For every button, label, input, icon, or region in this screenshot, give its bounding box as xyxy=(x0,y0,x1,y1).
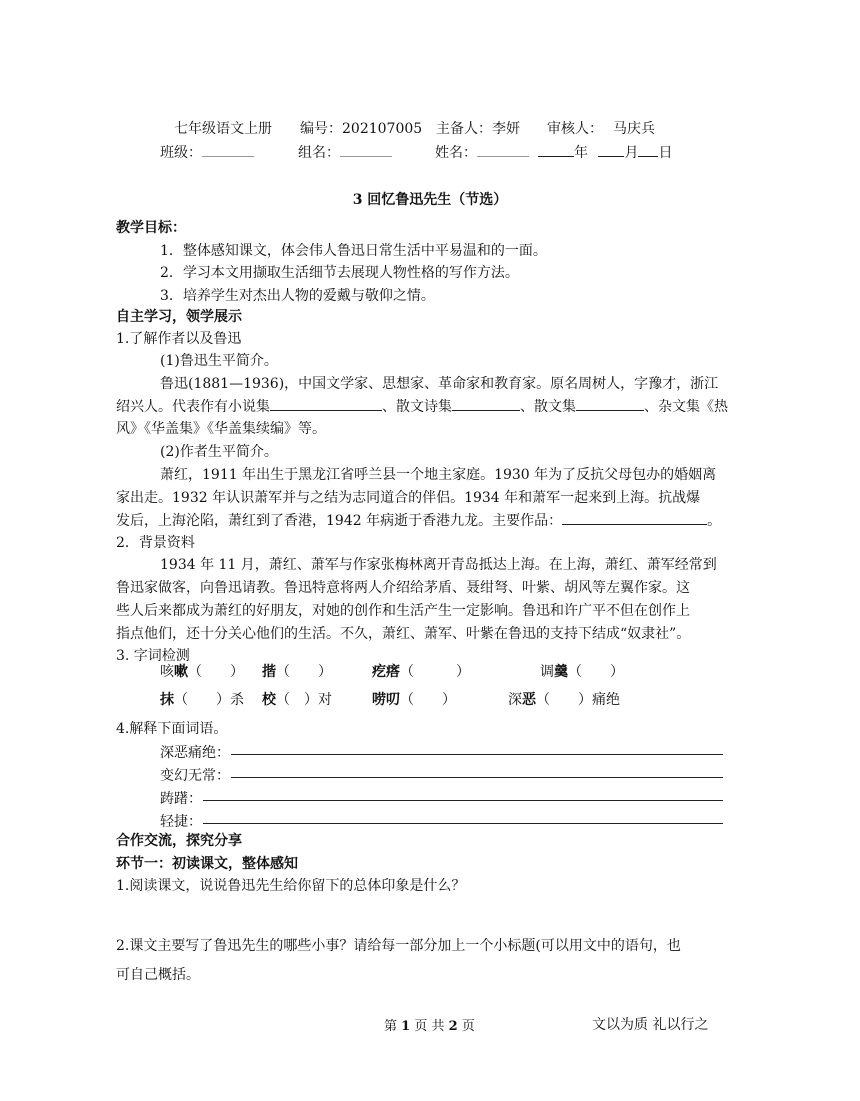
luxun-line: 风》《华盖集》《华盖集续编》等。 xyxy=(116,421,326,437)
luxun-line-blanks: 绍兴人。代表作有小说集 、散文诗集 、散文集 、杂文集《热 xyxy=(116,396,728,416)
author-line-blank: 发后，上海沦陷，萧红到了香港，1942 年病逝于香港九龙。主要作品： 。 xyxy=(116,510,721,530)
term-label: 轻捷： xyxy=(160,814,202,830)
word-item[interactable]: 咳嗽（ ） xyxy=(160,664,244,680)
section2-question: 可自己概括。 xyxy=(116,967,200,983)
header-reviewer: 马庆兵 xyxy=(613,121,655,137)
background-line: 些人后来都成为萧红的好朋友，对她的创作和生活产生一定影响。鲁迅和许广平不但在创作上 xyxy=(116,603,690,619)
page-number: 第 1 页 共 2 页 xyxy=(384,1019,475,1034)
header-reviewer-label: 审核人： xyxy=(547,121,603,137)
author-subheading: (2)作者生平简介。 xyxy=(160,444,278,460)
term-answer-line[interactable] xyxy=(203,823,723,824)
word-item[interactable]: 调羹（ ） xyxy=(540,664,624,680)
footer-motto: 文以为质 礼以行之 xyxy=(592,1017,709,1033)
objective-item: 2．学习本文用撷取生活细节去展现人物性格的写作方法。 xyxy=(160,265,519,281)
section2-question: 1.阅读课文，说说鲁迅先生给你留下的总体印象是什么？ xyxy=(116,878,466,894)
essay-blank[interactable] xyxy=(576,396,644,411)
class-blank[interactable] xyxy=(202,142,254,157)
term-label: 深恶痛绝： xyxy=(160,745,230,761)
word-item[interactable]: 抹（ ）杀 xyxy=(160,692,244,708)
word-item[interactable]: 唠叨（ ） xyxy=(372,692,456,708)
word-item[interactable]: 疙瘩（ ） xyxy=(372,664,470,680)
month-label: 月 xyxy=(624,145,639,161)
background-line: 1934 年 11 月，萧红、萧军与作家张梅林离开青岛抵达上海。在上海，萧红、萧军经常到 xyxy=(160,557,717,573)
step-heading: 环节一：初读课文，整体感知 xyxy=(116,856,298,872)
year-label: 年 xyxy=(574,145,588,161)
section2-heading: 合作交流，探究分享 xyxy=(116,833,242,849)
question-2: 2．背景资料 xyxy=(116,535,195,551)
luxun-subheading: (1)鲁迅生平简介。 xyxy=(160,353,278,369)
year-blank[interactable] xyxy=(538,142,574,157)
term-answer-line[interactable] xyxy=(231,777,723,778)
header-preparer: 主备人：李妍 xyxy=(436,121,520,137)
day-label: 日 xyxy=(658,145,673,161)
class-field[interactable] xyxy=(160,142,254,162)
term-label: 踌躇： xyxy=(160,791,202,807)
month-blank[interactable] xyxy=(598,142,624,157)
word-item[interactable]: 校（ ）对 xyxy=(262,692,332,708)
name-blank[interactable] xyxy=(477,142,529,157)
term-answer-line[interactable] xyxy=(231,754,723,755)
prose-poem-blank[interactable] xyxy=(452,396,520,411)
page-title: 3 回忆鲁迅先生（节选） xyxy=(352,192,508,208)
section2-question: 2.课文主要写了鲁迅先生的哪些小事？请给每一部分加上一个小标题(可以用文中的语句，也 xyxy=(116,938,681,954)
group-label: 组名： xyxy=(298,145,340,161)
date-field[interactable] xyxy=(538,142,672,162)
word-item[interactable]: 深恶（ ）痛绝 xyxy=(508,692,620,708)
header-book: 七年级语文上册 xyxy=(174,121,272,137)
background-line: 指点他们，还十分关心他们的生活。不久，萧红、萧军、叶紫在鲁迅的支持下结成“奴隶社”。 xyxy=(116,626,691,642)
header-code: 编号：202107005 xyxy=(300,121,423,137)
author-line: 家出走。1932 年认识萧军并与之结为志同道合的伴侣。1934 年和萧军一起来到上海。抗战爆 xyxy=(116,490,701,506)
term-label: 变幻无常： xyxy=(160,768,230,784)
question-1: 1.了解作者以及鲁迅 xyxy=(116,331,242,347)
day-blank[interactable] xyxy=(638,142,658,157)
group-field[interactable] xyxy=(298,142,392,162)
name-label: 姓名： xyxy=(435,145,477,161)
word-item[interactable]: 揩（ ） xyxy=(262,664,332,680)
group-blank[interactable] xyxy=(340,142,392,157)
section1-heading: 自主学习，领学展示 xyxy=(116,309,242,325)
novel-blank[interactable] xyxy=(270,396,382,411)
question-4: 4.解释下面词语。 xyxy=(116,721,228,737)
author-line: 萧红，1911 年出生于黑龙江省呼兰县一个地主家庭。1930 年为了反抗父母包办的婚姻离 xyxy=(160,467,717,483)
luxun-line: 鲁迅(1881—1936)，中国文学家、思想家、革命家和教育家。原名周树人，字豫才，浙江 xyxy=(160,376,719,392)
question-3: 3. 字词检测 xyxy=(116,648,190,664)
works-blank[interactable] xyxy=(562,510,707,525)
objectives-heading: 教学目标： xyxy=(116,220,186,236)
objective-item: 3．培养学生对杰出人物的爱戴与敬仰之情。 xyxy=(160,288,435,304)
name-field[interactable] xyxy=(435,142,529,162)
term-answer-line[interactable] xyxy=(203,800,723,801)
objective-item: 1．整体感知课文，体会伟人鲁迅日常生活中平易温和的一面。 xyxy=(160,243,547,259)
class-label: 班级： xyxy=(160,145,202,161)
background-line: 鲁迅家做客，向鲁迅请教。鲁迅特意将两人介绍给茅盾、聂绀弩、叶紫、胡风等左翼作家。这 xyxy=(116,580,690,596)
